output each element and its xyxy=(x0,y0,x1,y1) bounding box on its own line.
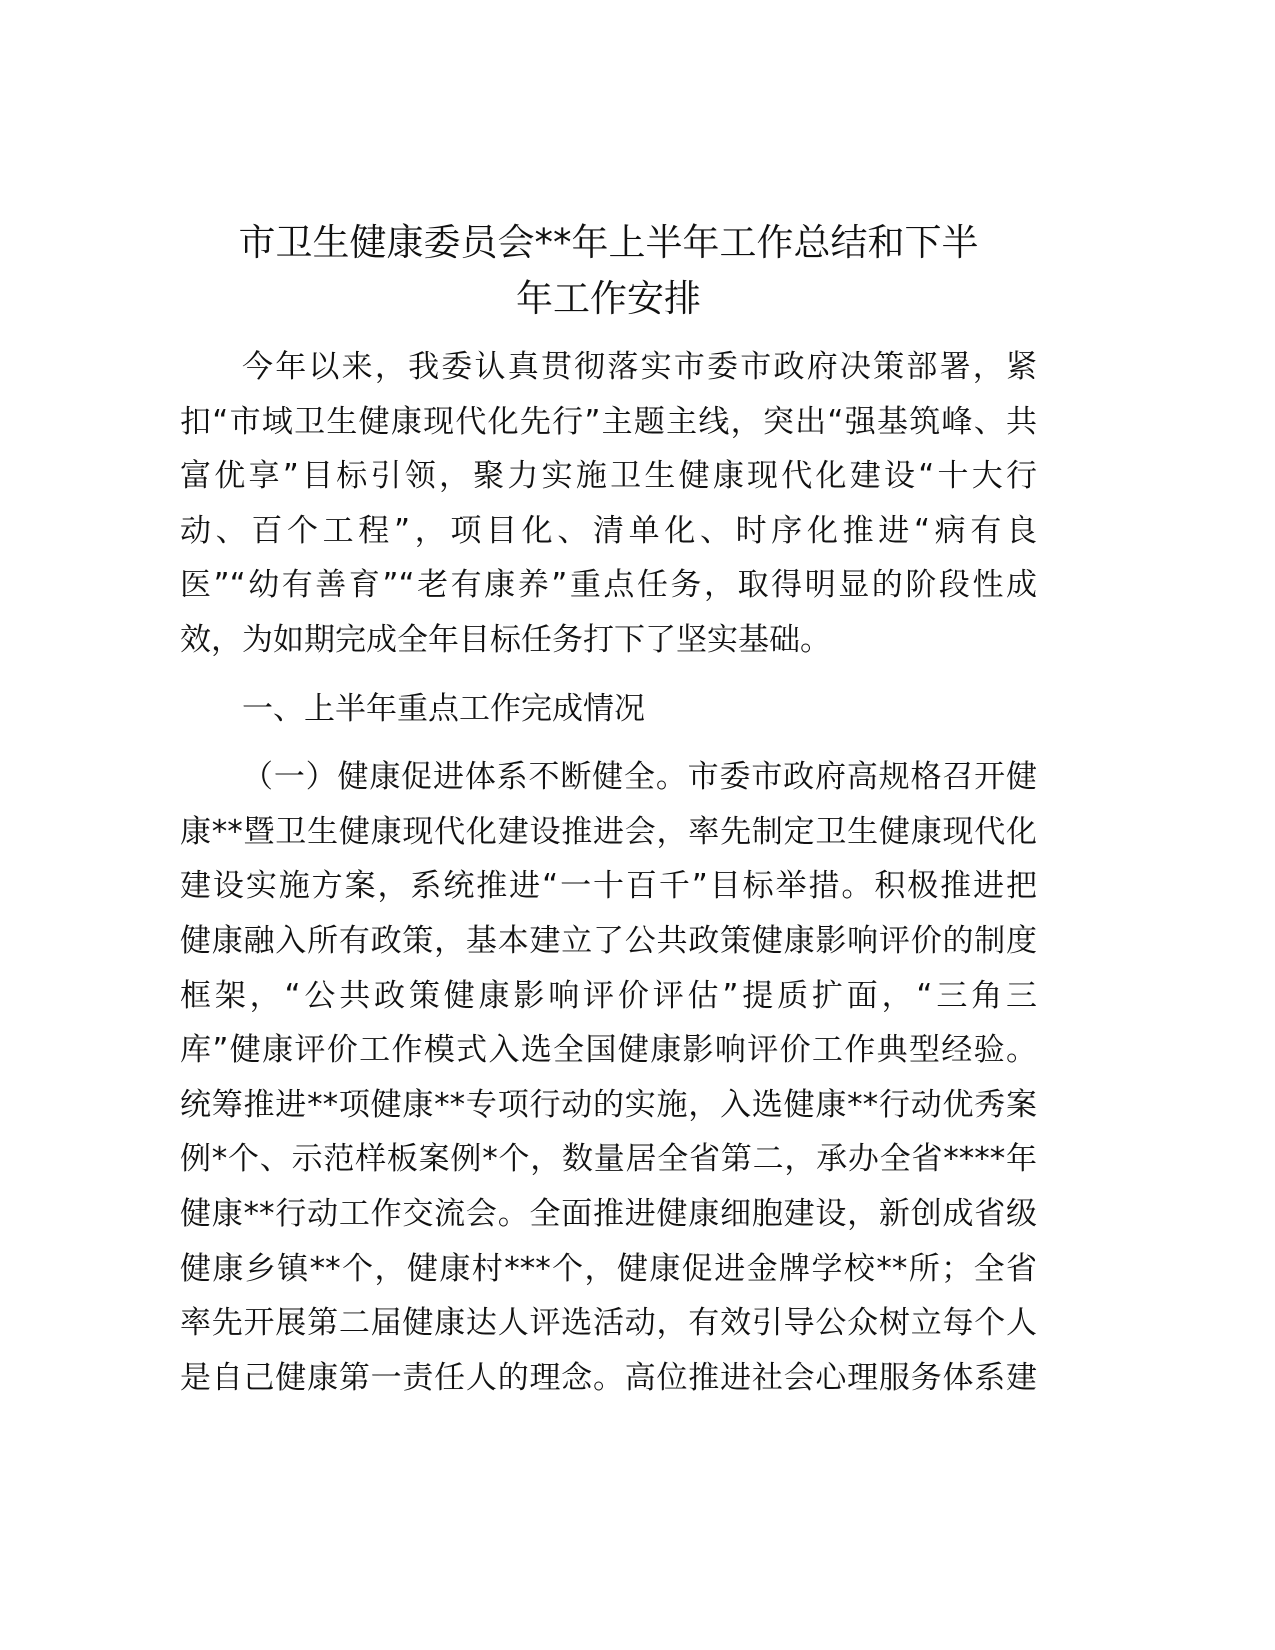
title-line-1: 市卫生健康委员会**年上半年工作总结和下半 xyxy=(238,221,979,264)
paragraph-line: 是自己健康第一责任人的理念。高位推进社会心理服务体系建 xyxy=(180,1359,1037,1396)
paragraph-line: 今年以来，我委认真贯彻落实市委市政府决策部署，紧 xyxy=(242,349,1037,385)
paragraph-line: 动、百个工程”，项目化、清单化、时序化推进“病有良 xyxy=(180,512,1037,549)
paragraph-line: 康**暨卫生健康现代化建设推进会，率先制定卫生健康现代化 xyxy=(180,813,1037,850)
paragraph-line: 框架，“公共政策健康影响评价评估”提质扩面，“三角三 xyxy=(180,977,1037,1014)
paragraph-line: 健康**行动工作交流会。全面推进健康细胞建设，新创成省级 xyxy=(180,1195,1037,1232)
paragraph-line: 医”“幼有善育”“老有康养”重点任务，取得明显的阶段性成 xyxy=(180,567,1037,604)
document-body xyxy=(180,340,1037,1405)
paragraph-line: 率先开展第二届健康达人评选活动，有效引导公众树立每个人 xyxy=(180,1305,1037,1342)
paragraph-line: 健康融入所有政策，基本建立了公共政策健康影响评价的制度 xyxy=(180,922,1037,959)
section-heading: 一、上半年重点工作完成情况 xyxy=(242,690,645,727)
paragraph-line: 扣“市域卫生健康现代化先行”主题主线，突出“强基筑峰、共 xyxy=(180,403,1037,440)
paragraph-line: 建设实施方案，系统推进“一十百千”目标举措。积极推进把 xyxy=(180,868,1037,905)
document-title xyxy=(180,215,1037,327)
paragraph-line: 效，为如期完成全年目标任务打下了坚实基础。 xyxy=(180,621,831,658)
paragraph-line: 健康乡镇**个，健康村***个，健康促进金牌学校**所；全省 xyxy=(180,1250,1037,1287)
paragraph-line: 例*个、示范样板案例*个，数量居全省第二，承办全省****年 xyxy=(180,1141,1037,1178)
subsection-paragraph xyxy=(180,750,1037,1405)
title-line-2: 年工作安排 xyxy=(516,277,701,320)
paragraph-line: 统筹推进**项健康**专项行动的实施，入选健康**行动优秀案 xyxy=(180,1086,1037,1123)
intro-paragraph xyxy=(180,340,1037,668)
paragraph-line: 库”健康评价工作模式入选全国健康影响评价工作典型经验。 xyxy=(180,1032,1037,1069)
paragraph-line: （一）健康促进体系不断健全。市委市政府高规格召开健 xyxy=(242,759,1037,796)
paragraph-line: 富优享”目标引领，聚力实施卫生健康现代化建设“十大行 xyxy=(180,458,1037,495)
